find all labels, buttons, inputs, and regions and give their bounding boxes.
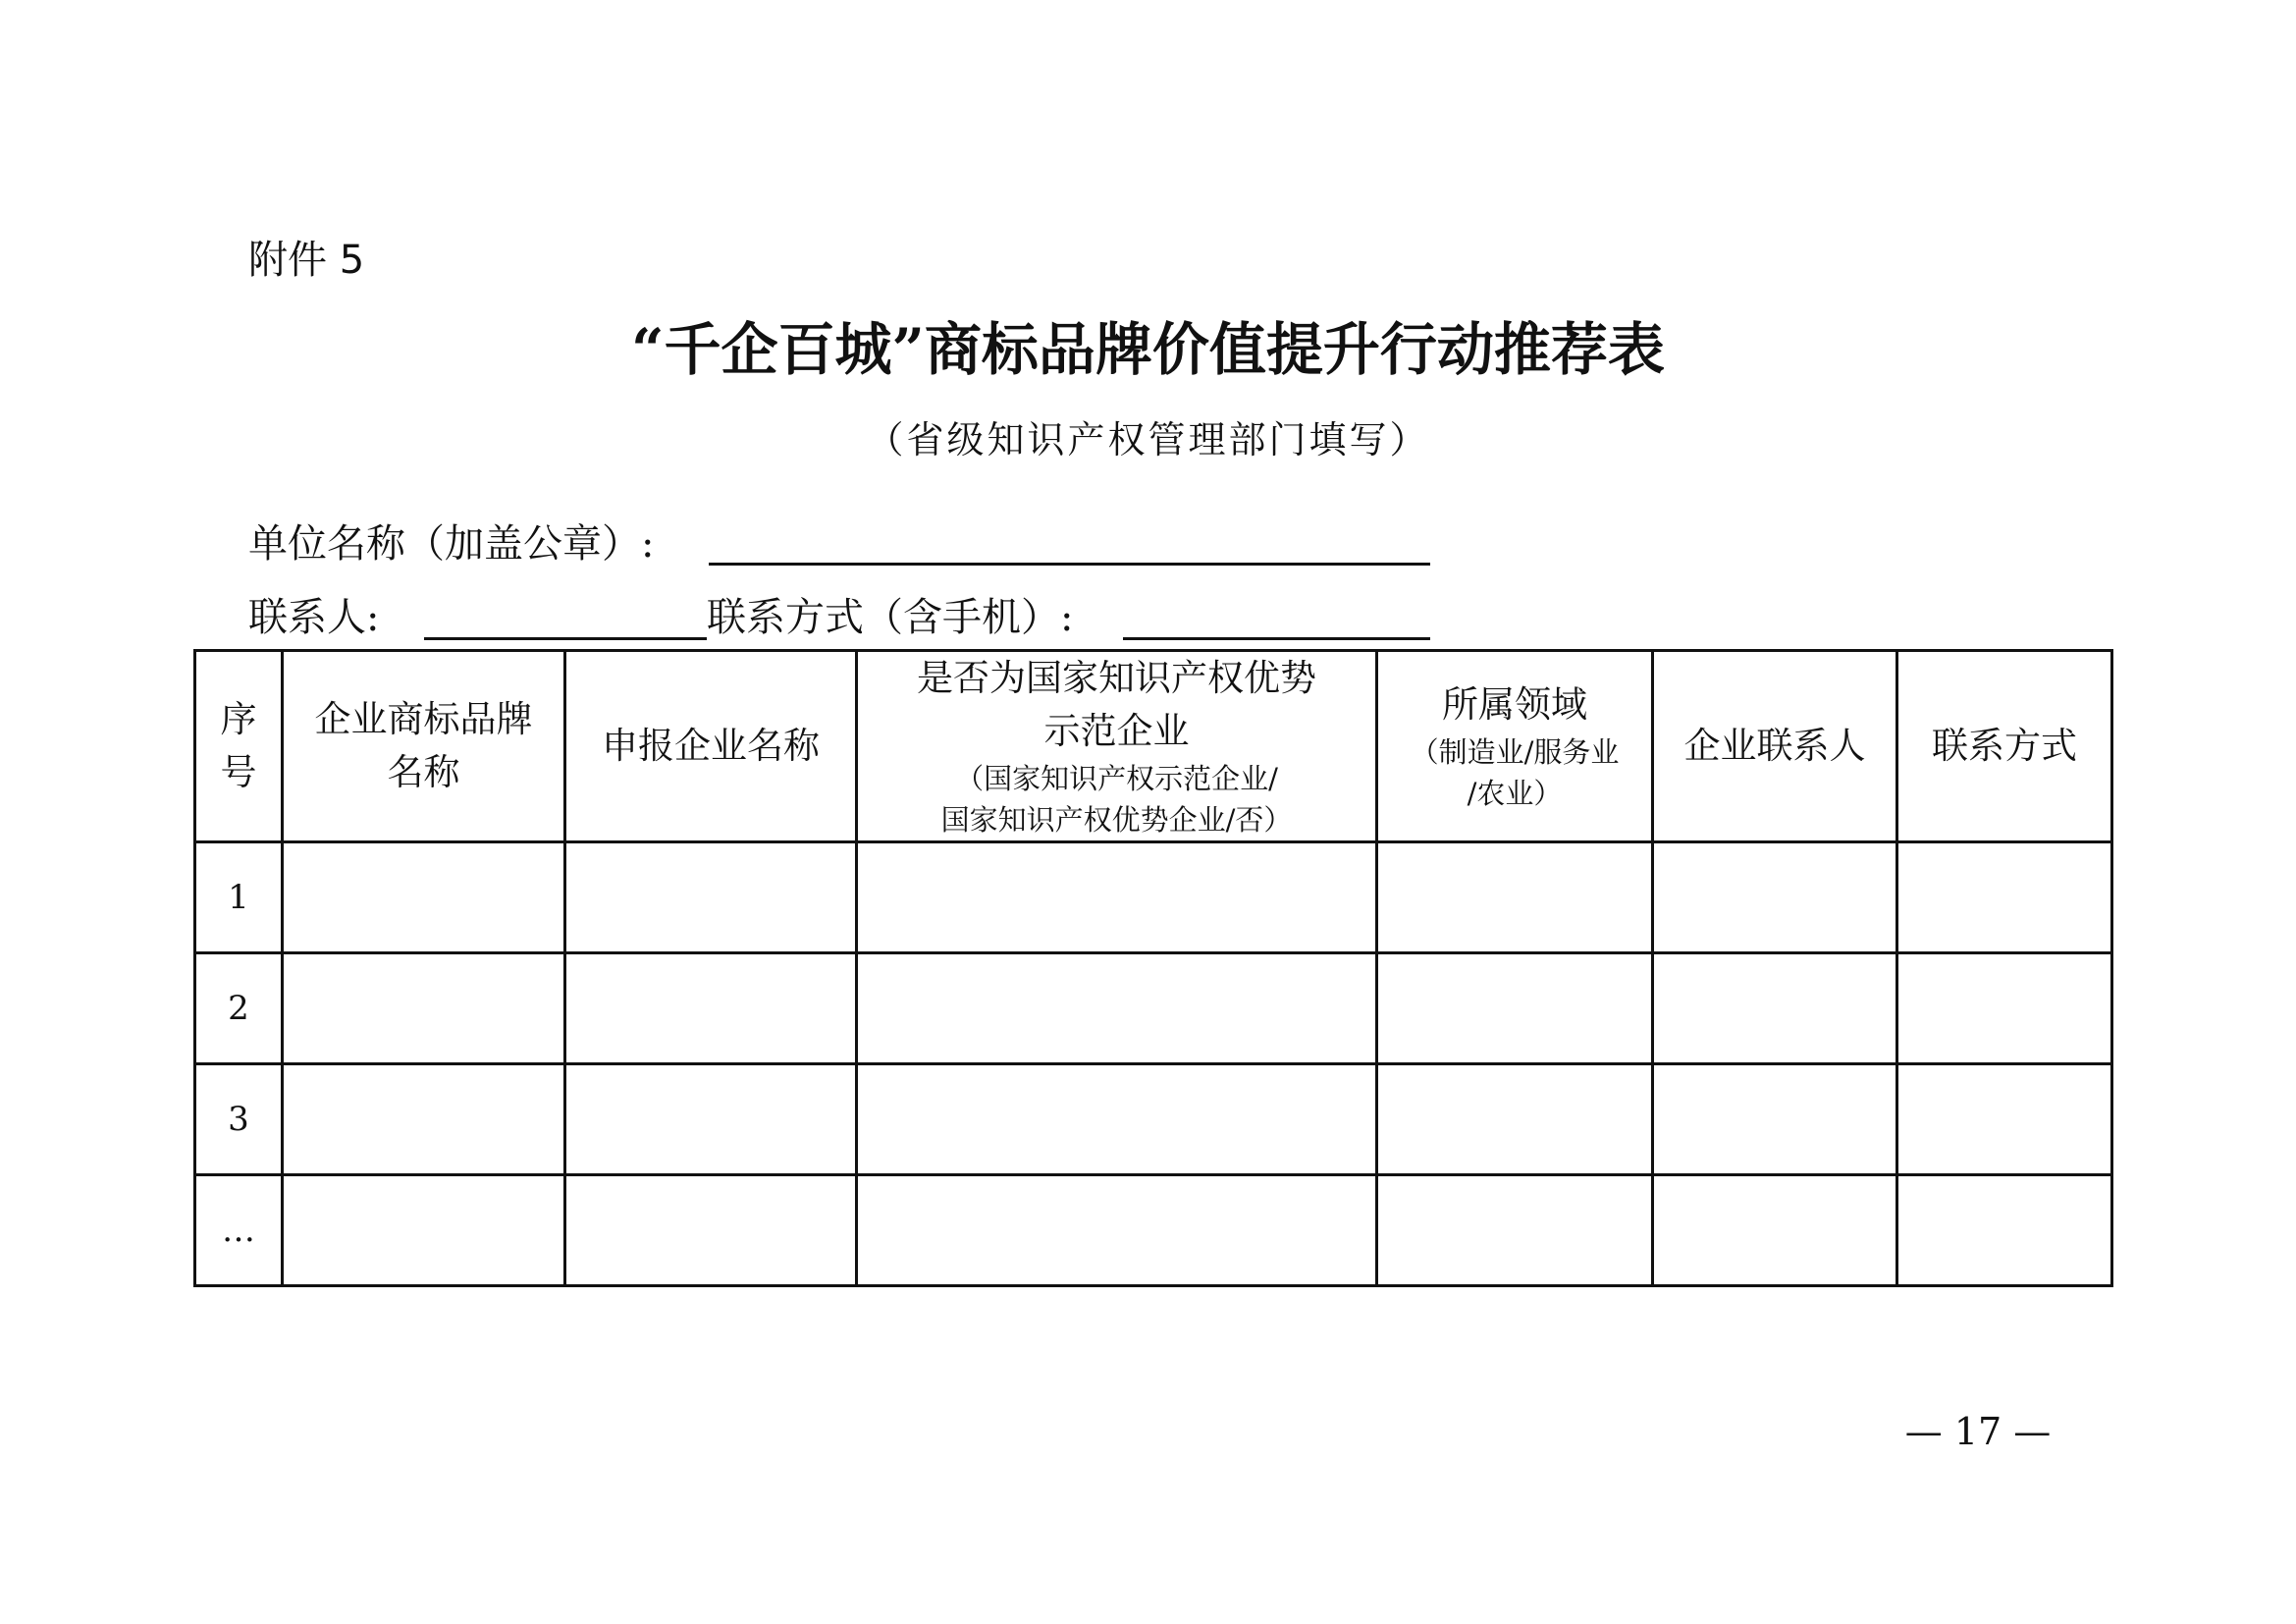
table-cell[interactable]: [1653, 1175, 1897, 1286]
row-serial-cell: 1: [195, 842, 283, 953]
table-cell[interactable]: [857, 953, 1377, 1064]
table-cell[interactable]: [565, 1175, 857, 1286]
table-cell[interactable]: [283, 1175, 565, 1286]
header-brand-name: [283, 651, 565, 842]
header-line: 示范企业: [1043, 710, 1190, 752]
header-note: （国家知识产权示范企业/: [955, 762, 1278, 795]
header-line: 号: [220, 751, 257, 793]
header-note: 国家知识产权优势企业/否）: [940, 803, 1293, 837]
header-note: （制造业/服务业: [1410, 735, 1620, 769]
table-row: [195, 953, 2112, 1064]
header-line: 所属领域: [1442, 683, 1587, 726]
table-header-row: [195, 651, 2112, 842]
table-cell[interactable]: [1897, 953, 2112, 1064]
page-number: — 17 —: [1904, 1410, 2052, 1453]
header-line: 申报企业名称: [602, 725, 820, 767]
row-serial-cell: …: [195, 1175, 283, 1286]
header-ip-advantage: [857, 651, 1377, 842]
table-cell[interactable]: [565, 842, 857, 953]
table-cell[interactable]: [565, 1064, 857, 1175]
table-row: [195, 842, 2112, 953]
row-serial-cell: 2: [195, 953, 283, 1064]
table-cell[interactable]: [283, 842, 565, 953]
table-cell[interactable]: [857, 842, 1377, 953]
table-row: [195, 1064, 2112, 1175]
header-line: 企业商标品牌: [314, 698, 533, 740]
header-serial: [195, 651, 283, 842]
unit-name-field[interactable]: [709, 563, 1430, 566]
table-cell[interactable]: [1897, 1064, 2112, 1175]
table-cell[interactable]: [857, 1064, 1377, 1175]
header-company-name: [565, 651, 857, 842]
table-cell[interactable]: [1653, 842, 1897, 953]
table-row: [195, 1175, 2112, 1286]
recommendation-table: [193, 649, 2113, 1287]
attachment-label: 附件 5: [248, 238, 365, 283]
contact-method-field[interactable]: [1123, 637, 1430, 640]
table-cell[interactable]: [857, 1175, 1377, 1286]
header-industry: [1377, 651, 1653, 842]
header-contact-method: [1897, 651, 2112, 842]
contact-method-label: 联系方式（含手机）:: [707, 595, 1074, 640]
row-serial-cell: 3: [195, 1064, 283, 1175]
table-cell[interactable]: [283, 1064, 565, 1175]
table-cell[interactable]: [1377, 842, 1653, 953]
table-cell[interactable]: [1377, 953, 1653, 1064]
table-cell[interactable]: [1377, 1064, 1653, 1175]
contact-person-field[interactable]: [424, 637, 707, 640]
header-contact-person: [1653, 651, 1897, 842]
table-cell[interactable]: [1377, 1175, 1653, 1286]
table-cell[interactable]: [1897, 842, 2112, 953]
table-cell[interactable]: [565, 953, 857, 1064]
header-line: 名称: [387, 751, 460, 793]
header-line: 联系方式: [1932, 725, 2077, 767]
header-line: 序: [220, 698, 257, 740]
header-line: 企业联系人: [1683, 725, 1866, 767]
contact-person-label: 联系人:: [248, 595, 380, 640]
table-cell[interactable]: [1653, 953, 1897, 1064]
unit-name-label: 单位名称（加盖公章）:: [248, 521, 655, 567]
page-subtitle: （省级知识产权管理部门填写）: [866, 418, 1430, 461]
page-title: “千企百城”商标品牌价值提升行动推荐表: [631, 316, 1665, 383]
table-cell[interactable]: [1653, 1064, 1897, 1175]
header-note: /农业）: [1467, 777, 1563, 810]
header-line: 是否为国家知识产权优势: [917, 657, 1316, 699]
table-cell[interactable]: [1897, 1175, 2112, 1286]
table-cell[interactable]: [283, 953, 565, 1064]
